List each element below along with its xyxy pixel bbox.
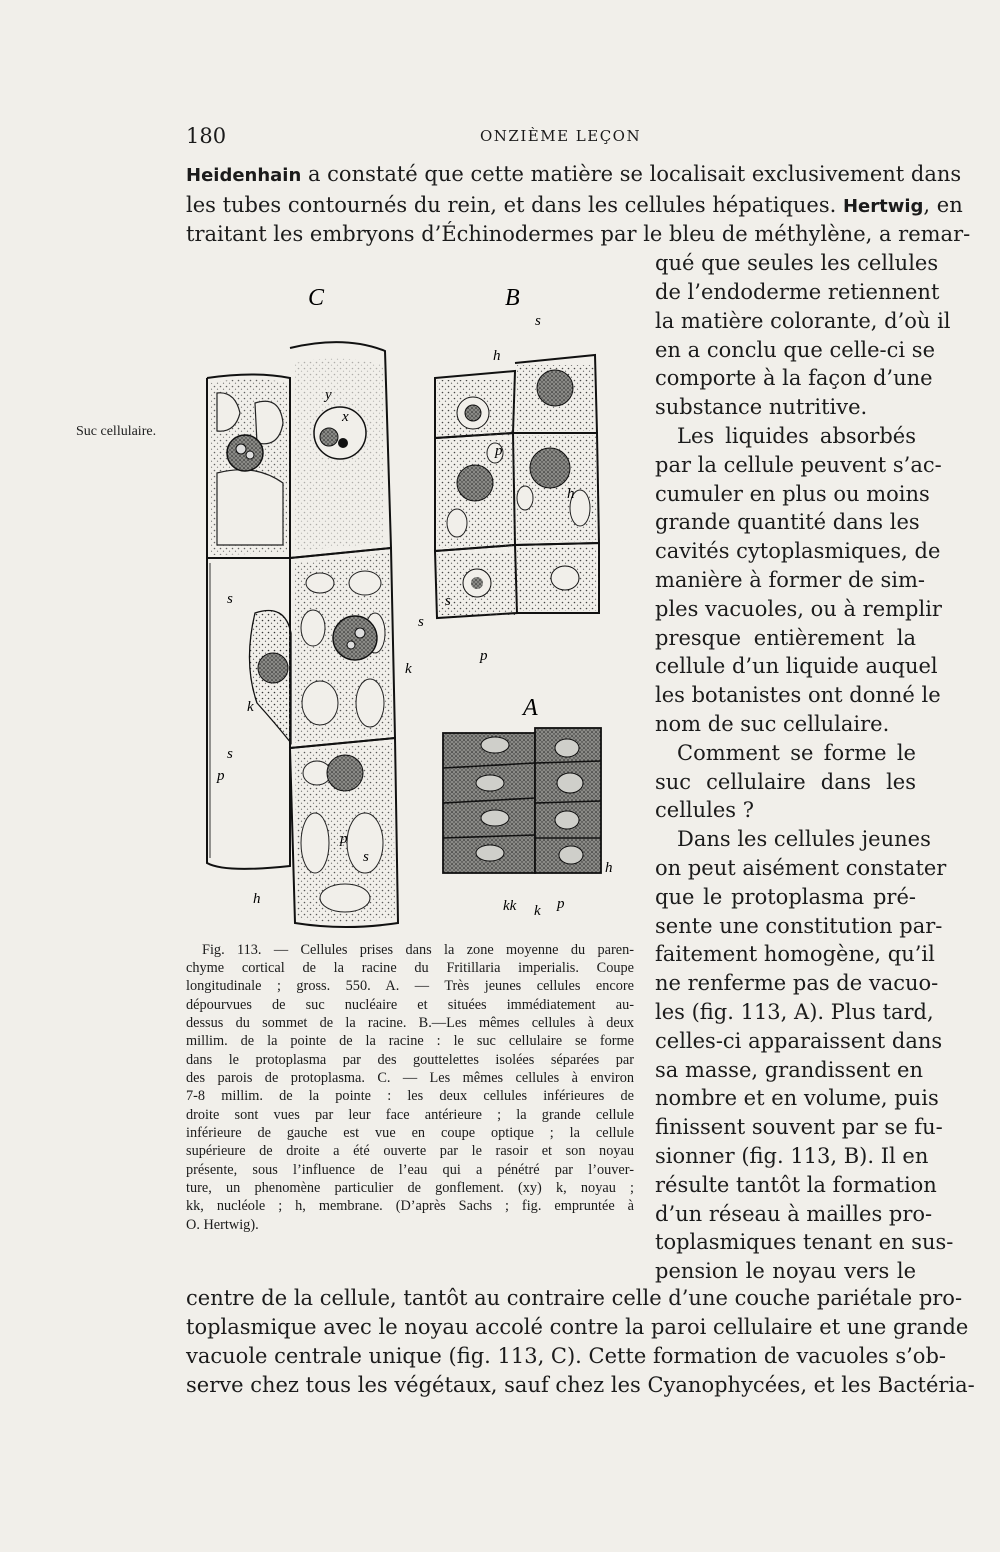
column-line: ples vacuoles, ou à remplir bbox=[655, 597, 942, 621]
column-line: finissent souvent par se fu- bbox=[655, 1115, 943, 1139]
column-line: toplasmiques tenant en sus- bbox=[655, 1230, 954, 1254]
column-line: résulte tantôt la formation bbox=[655, 1173, 937, 1197]
running-title: ONZIÈME LEÇON bbox=[480, 127, 642, 145]
page-number: 180 bbox=[186, 124, 227, 148]
label-s: s bbox=[363, 849, 369, 865]
label-k: k bbox=[405, 661, 412, 677]
column-line: les (fig. 113, A). Plus tard, bbox=[655, 1000, 934, 1024]
line-text: a constaté que cette matière se localisait exclusivement dans bbox=[301, 162, 962, 186]
figure-caption-line: Fig. 113. — Cellules prises dans la zone moyenne du paren- bbox=[202, 942, 634, 958]
figure-caption-line: longitudinale ; gross. 550. A. — Très jeunes cellules encore bbox=[186, 978, 634, 994]
column-line: grande quantité dans les bbox=[655, 510, 920, 534]
column-line: celles-ci apparaissent dans bbox=[655, 1029, 943, 1053]
column-line: cellule d’un liquide auquel bbox=[655, 654, 938, 678]
panel-label-c: C bbox=[308, 285, 325, 311]
panel-label-a: A bbox=[523, 695, 538, 721]
column-line: la matière colorante, d’où il bbox=[655, 309, 951, 333]
nucleolus bbox=[338, 438, 348, 448]
label-h: h bbox=[253, 891, 261, 907]
nucleus bbox=[457, 465, 493, 501]
nucleus bbox=[327, 755, 363, 791]
nucleus bbox=[333, 616, 377, 660]
margin-note: Suc cellulaire. bbox=[76, 424, 157, 439]
column-line: sa masse, grandissent en bbox=[655, 1058, 923, 1082]
label-s: p bbox=[495, 443, 503, 459]
nucleus bbox=[530, 448, 570, 488]
nucleus bbox=[537, 370, 573, 406]
column-line: on peut aisément constater bbox=[655, 856, 947, 880]
column-line: Dans les cellules jeunes bbox=[677, 827, 931, 851]
column-line: manière à former de sim- bbox=[655, 568, 925, 592]
label-p: p bbox=[557, 896, 565, 912]
column-line: nom de suc cellulaire. bbox=[655, 712, 890, 736]
text-line bbox=[186, 220, 971, 248]
line-text: les tubes contournés du rein, et dans les cellules hépatiques. bbox=[186, 193, 843, 217]
nucleus bbox=[227, 435, 263, 471]
column-line: substance nutritive. bbox=[655, 395, 868, 419]
label-s: h bbox=[567, 486, 575, 502]
figure-caption-line: dessus du sommet de la racine. B.—Les mêmes cellules à deux bbox=[186, 1015, 634, 1031]
column-line: par la cellule peuvent s’ac- bbox=[655, 453, 942, 477]
column-line: cellules ? bbox=[655, 798, 755, 822]
figure-caption-line: millim. de la pointe de la racine : le suc cellulaire se forme bbox=[186, 1033, 634, 1049]
column-line: sente une constitution par- bbox=[655, 914, 943, 938]
column-line: de l’endoderme retiennent bbox=[655, 280, 940, 304]
label-x: x bbox=[342, 409, 349, 425]
column-line: pension le noyau vers le bbox=[655, 1259, 916, 1283]
text-line: serve chez tous les végétaux, sauf chez les Cyanophycées, et les Bactéria- bbox=[186, 1373, 975, 1397]
line-text: traitant les embryons d’Échinodermes par le bleu de méthylène, a remar- bbox=[186, 222, 971, 246]
label-p: s bbox=[535, 313, 541, 329]
nucleolus bbox=[236, 444, 246, 454]
column-line: suc cellulaire dans les bbox=[655, 770, 916, 794]
author-name: Heidenhain bbox=[186, 165, 302, 186]
figure-caption-line: O. Hertwig). bbox=[186, 1217, 259, 1233]
column-line: cavités cytoplasmiques, de bbox=[655, 539, 941, 563]
column-line: sionner (fig. 113, B). Il en bbox=[655, 1144, 929, 1168]
figure-caption-line: des parois de protoplasma. C. — Les mêmes cellules à environ bbox=[186, 1070, 634, 1086]
column-line: les botanistes ont donné le bbox=[655, 683, 941, 707]
nucleus-core bbox=[320, 428, 338, 446]
figure-caption-line: 7-8 millim. de la pointe : les deux cellules inférieures de bbox=[186, 1088, 634, 1104]
column-line: Les liquides absorbés bbox=[677, 424, 916, 448]
column-line: en a conclu que celle-ci se bbox=[655, 338, 936, 362]
label-h: h bbox=[493, 348, 501, 364]
label-p: p bbox=[480, 648, 488, 664]
column-line: qué que seules les cellules bbox=[655, 251, 939, 275]
author-name: Hertwig bbox=[842, 196, 924, 217]
column-line: comporte à la façon d’une bbox=[655, 366, 933, 390]
text-line: vacuole centrale unique (fig. 113, C). Cette formation de vacuoles s’ob- bbox=[186, 1344, 946, 1368]
label-k: k bbox=[534, 903, 541, 919]
figure-113-illustration bbox=[195, 283, 615, 933]
figure-caption-line: dépourvues de suc nucléaire et situées immédiatement au- bbox=[186, 997, 634, 1013]
column-line: d’un réseau à mailles pro- bbox=[655, 1202, 933, 1226]
text-line: toplasmique avec le noyau accolé contre la paroi cellulaire et une grande bbox=[186, 1315, 969, 1339]
label-p: p bbox=[340, 831, 348, 847]
label-s: s bbox=[227, 591, 233, 607]
figure-caption-line: inférieure de gauche est vue en coupe optique ; la cellule bbox=[186, 1125, 634, 1141]
line-text: , en bbox=[923, 193, 963, 217]
text-line: centre de la cellule, tantôt au contraire celle d’une couche pariétale pro- bbox=[186, 1286, 963, 1310]
label-p: p bbox=[217, 768, 225, 784]
label-h: s bbox=[418, 614, 424, 630]
label-k: k bbox=[247, 699, 254, 715]
column-line: presque entièrement la bbox=[655, 626, 916, 650]
figure-caption-line: kk, nucléole ; h, membrane. (D’après Sachs ; fig. empruntée à bbox=[186, 1198, 634, 1214]
nucleolus bbox=[246, 451, 254, 459]
nucleus bbox=[258, 653, 288, 683]
panel-a-cells bbox=[443, 728, 601, 873]
text-line bbox=[186, 191, 963, 221]
label-kk: kk bbox=[503, 898, 517, 914]
vacuole bbox=[217, 470, 283, 545]
column-line: cumuler en plus ou moins bbox=[655, 482, 930, 506]
figure-caption-line: ture, un phenomène particulier de gonflement. (xy) k, noyau ; bbox=[186, 1180, 634, 1196]
figure-caption-line: droite sont vues par leur face antérieure ; la grande cellule bbox=[186, 1107, 634, 1123]
column-line: Comment se forme le bbox=[677, 741, 916, 765]
label-y: y bbox=[325, 387, 332, 403]
figure-caption-line: présente, sous l’influence de l’eau qui a pénétré par l’ouver- bbox=[186, 1162, 634, 1178]
figure-caption-line: supérieure de droite a été ouverte par le rasoir et son noyau bbox=[186, 1143, 634, 1159]
column-line: que le protoplasma pré- bbox=[655, 885, 916, 909]
label-s: s bbox=[445, 593, 451, 609]
column-line: nombre et en volume, puis bbox=[655, 1086, 939, 1110]
text-line bbox=[186, 160, 962, 190]
column-line: faitement homogène, qu’il bbox=[655, 942, 935, 966]
label-h: h bbox=[605, 860, 613, 876]
figure-caption-line: dans le protoplasma par des gouttelettes isolées séparées par bbox=[186, 1052, 634, 1068]
label-s: s bbox=[227, 746, 233, 762]
panel-label-b: B bbox=[505, 285, 520, 311]
column-line: ne renferme pas de vacuo- bbox=[655, 971, 939, 995]
figure-caption-line: chyme cortical de la racine du Fritillaria imperialis. Coupe bbox=[186, 960, 634, 976]
